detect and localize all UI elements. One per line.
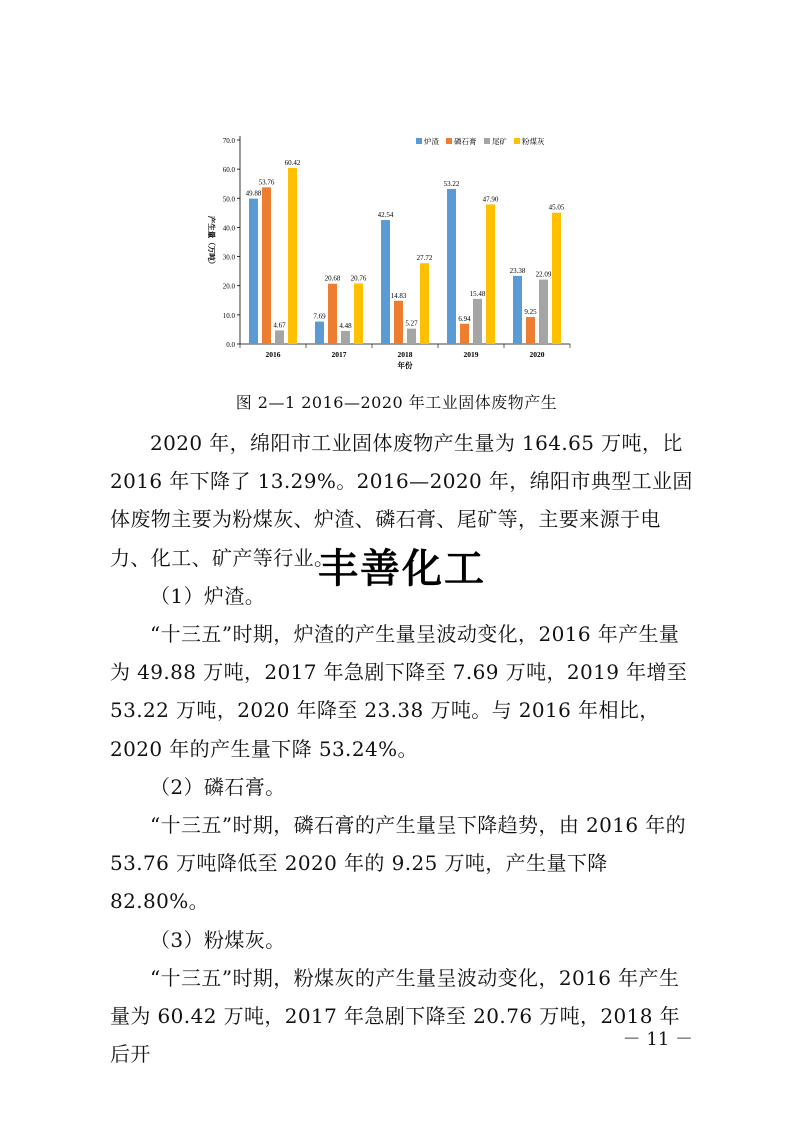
paragraph-summary: 2020 年，绵阳市工业固体废物产生量为 164.65 万吨，比 2016 年下降了 13.29%。2016—2020 年，绵阳市典型工业固体废物主要为粉煤灰、炉渣、磷石膏、尾矿等，主要来源于电力、化工、矿产等行业。 <box>110 431 693 570</box>
bar-2020-粉煤灰 <box>552 213 561 344</box>
data-label: 47.90 <box>482 195 499 204</box>
y-tick-label: 10.0 <box>222 311 235 320</box>
heading-phosphogypsum: （2）磷石膏。 <box>150 774 286 799</box>
legend-swatch-粉煤灰 <box>514 138 520 144</box>
y-tick-label: 50.0 <box>222 195 235 204</box>
bar-2019-尾矿 <box>473 299 482 344</box>
data-label: 4.48 <box>339 321 352 330</box>
data-label: 45.05 <box>548 203 565 212</box>
data-label: 60.42 <box>284 158 301 167</box>
bar-2017-磷石膏 <box>328 284 337 344</box>
bar-2019-磷石膏 <box>460 324 469 344</box>
bar-2017-尾矿 <box>341 331 350 344</box>
data-label: 23.38 <box>509 266 526 275</box>
data-label: 20.76 <box>350 274 367 283</box>
bar-2016-炉渣 <box>249 199 258 344</box>
legend-swatch-磷石膏 <box>446 138 452 144</box>
y-tick-label: 30.0 <box>222 253 235 262</box>
legend-swatch-尾矿 <box>484 138 490 144</box>
data-label: 20.68 <box>324 274 341 283</box>
x-tick-label: 2020 <box>529 350 545 359</box>
figure-caption: 图 2—1 2016—2020 年工业固体废物产生 <box>235 393 558 412</box>
data-label: 42.54 <box>377 211 394 220</box>
legend-label: 粉煤灰 <box>522 137 545 146</box>
bar-2020-尾矿 <box>539 280 548 344</box>
bar-2017-炉渣 <box>315 322 324 344</box>
y-tick-label: 0.0 <box>226 341 235 349</box>
data-label: 6.94 <box>458 314 471 323</box>
page-number: － 11 － <box>622 1029 693 1050</box>
data-label: 14.83 <box>390 291 407 300</box>
bar-2018-粉煤灰 <box>420 263 429 344</box>
bar-2018-磷石膏 <box>394 301 403 344</box>
data-label: 53.22 <box>443 179 460 188</box>
data-label: 27.72 <box>416 254 433 263</box>
paragraph-phosphogypsum: “十三五”时期，磷石膏的产生量呈下降趋势，由 2016 年的 53.76 万吨降低至 2020 年的 9.25 万吨，产生量下降 82.80%。 <box>110 813 687 914</box>
x-tick-label: 2018 <box>397 350 413 359</box>
data-label: 15.48 <box>469 289 486 298</box>
x-tick-label: 2016 <box>265 350 281 359</box>
y-axis-title: 产生量（万吨） <box>207 215 216 269</box>
data-label: 49.88 <box>245 189 262 198</box>
data-label: 9.25 <box>524 308 537 317</box>
legend-label: 尾矿 <box>492 137 507 146</box>
y-tick-label: 60.0 <box>222 166 235 175</box>
bar-2016-粉煤灰 <box>288 168 297 344</box>
bar-2016-磷石膏 <box>262 187 271 344</box>
x-axis-title: 年份 <box>397 361 413 370</box>
data-label: 22.09 <box>535 270 552 279</box>
paragraph-fly-ash: “十三五”时期，粉煤灰的产生量呈波动变化，2016 年产生量为 60.42 万吨，2017 年急剧下降至 20.76 万吨，2018 年后开 <box>110 965 681 1067</box>
watermark-text: 丰善化工 <box>318 546 486 592</box>
bar-2020-炉渣 <box>513 276 522 344</box>
data-label: 4.67 <box>273 321 286 330</box>
legend-label: 磷石膏 <box>454 137 477 146</box>
bar-2019-粉煤灰 <box>486 204 495 344</box>
bar-2020-磷石膏 <box>526 317 535 344</box>
bar-2019-炉渣 <box>447 189 456 344</box>
bar-chart <box>200 128 580 378</box>
y-tick-label: 70.0 <box>222 137 235 145</box>
x-tick-label: 2017 <box>331 350 347 359</box>
body-text <box>110 424 695 1073</box>
legend-swatch-炉渣 <box>416 138 422 144</box>
legend-label: 炉渣 <box>424 137 439 146</box>
heading-fly-ash: （3）粉煤灰。 <box>150 927 286 952</box>
paragraph-slag: “十三五”时期，炉渣的产生量呈波动变化，2016 年产生量为 49.88 万吨，2017 年急剧下降至 7.69 万吨，2019 年增至 53.22 万吨，2020 年降至 23.38 万吨。与 2016 年相比，2020 年的产生量下降 53.24%。 <box>110 622 688 761</box>
chart-svg <box>200 128 580 378</box>
bar-2016-尾矿 <box>275 330 284 344</box>
bar-2017-粉煤灰 <box>354 283 363 344</box>
data-label: 5.27 <box>405 319 418 328</box>
x-tick-label: 2019 <box>463 350 479 359</box>
y-tick-label: 40.0 <box>222 224 235 233</box>
y-tick-label: 20.0 <box>222 282 235 291</box>
bar-2018-尾矿 <box>407 329 416 344</box>
bar-2018-炉渣 <box>381 220 390 344</box>
data-label: 53.76 <box>258 178 275 187</box>
heading-slag: （1）炉渣。 <box>150 583 266 608</box>
data-label: 7.69 <box>313 312 326 321</box>
